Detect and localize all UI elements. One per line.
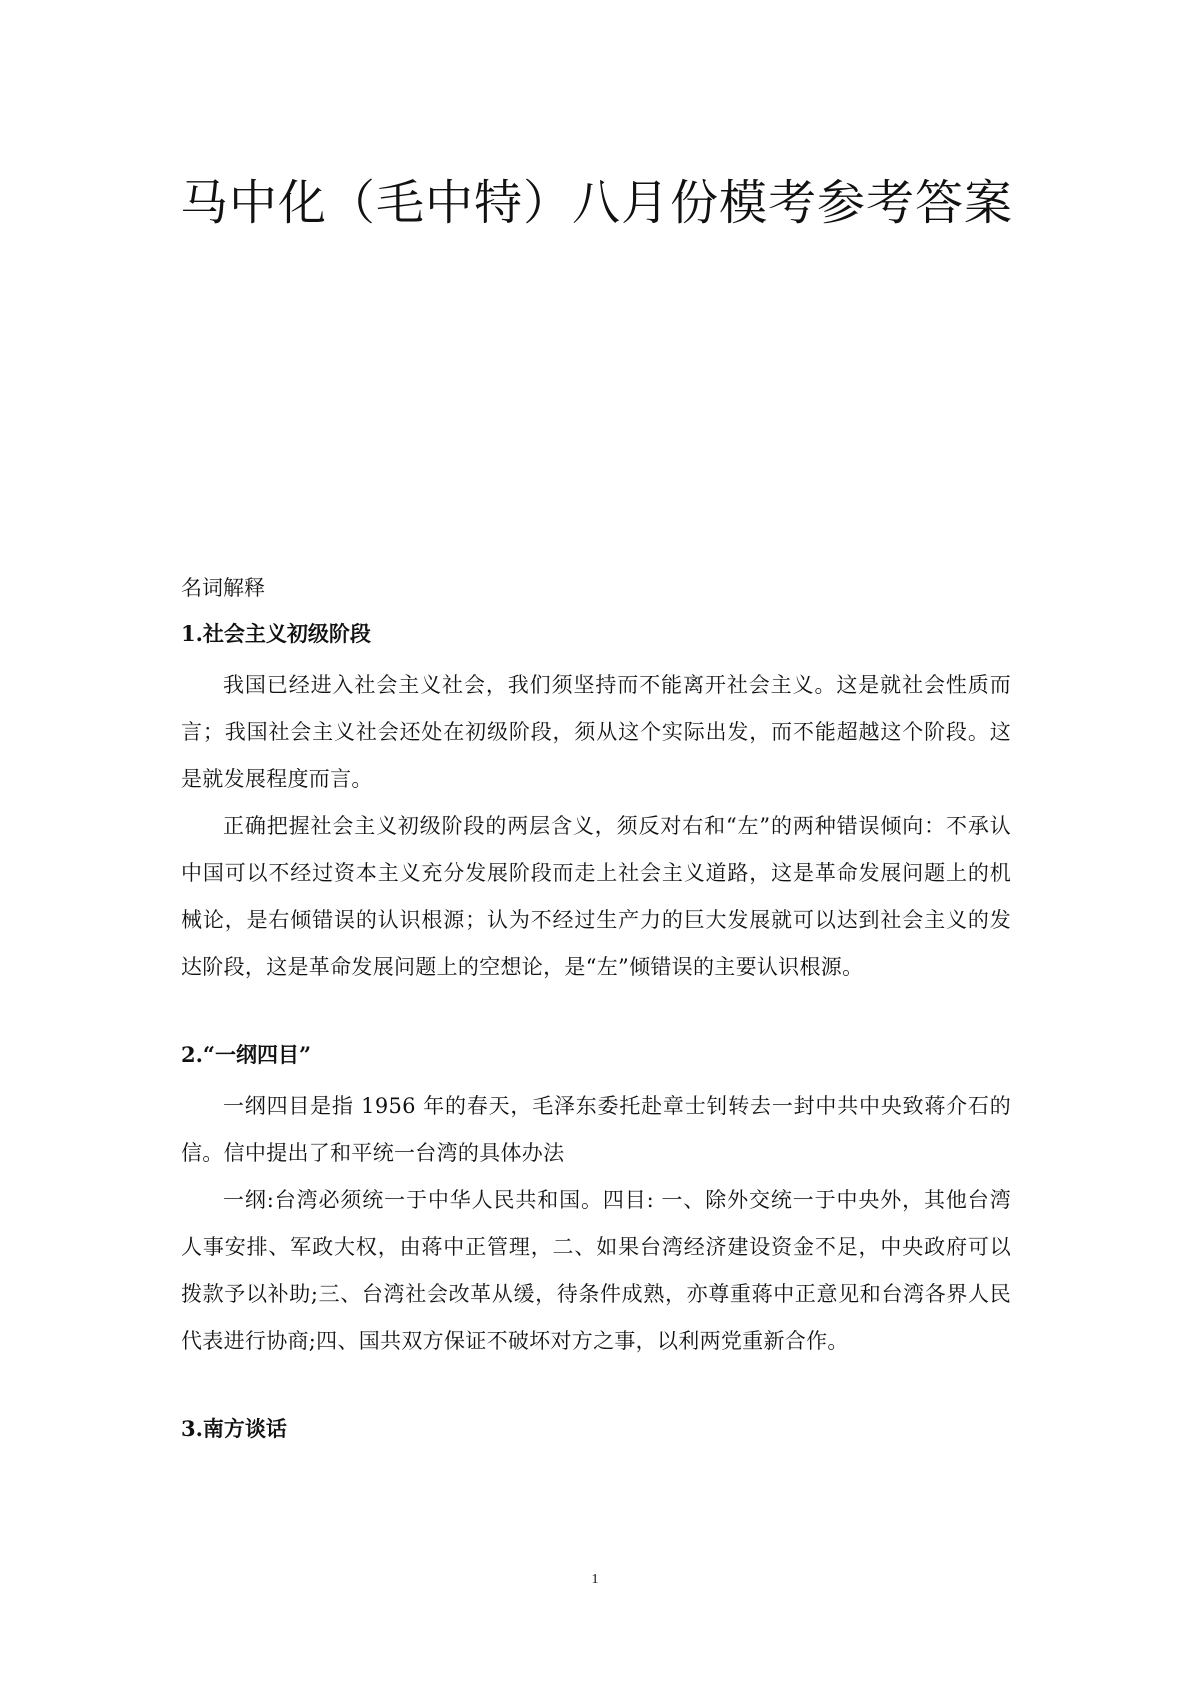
question-2-paragraph-1: 一纲四目是指 1956 年的春天，毛泽东委托赴章士钊转去一封中共中央致蒋介石的信。信中提出了和平统一台湾的具体办法 (181, 1094, 1011, 1165)
document-title: 马中化（毛中特）八月份模考参考答案 (180, 175, 1014, 231)
spacer (181, 1365, 1011, 1411)
question-1-paragraph-1: 我国已经进入社会主义社会，我们须坚持而不能离开社会主义。这是就社会性质而言；我国社会主义社会还处在初级阶段，须从这个实际出发，而不能超越这个阶段。这是就发展程度而言。 (181, 673, 1011, 791)
document-body (181, 570, 1011, 1447)
page-number: 1 (591, 1572, 599, 1587)
question-1-heading: 1.社会主义初级阶段 (181, 621, 371, 646)
section-label: 名词解释 (181, 576, 265, 600)
spacer (181, 652, 1011, 662)
spacer (181, 1073, 1011, 1083)
question-1-paragraph-2: 正确把握社会主义初级阶段的两层含义，须反对右和“左”的两种错误倾向：不承认中国可以不经过资本主义充分发展阶段而走上社会主义道路，这是革命发展问题上的机械论，是右倾错误的认识根源；认为不经过生产力的巨大发展就可以达到社会主义的发达阶段，这是革命发展问题上的空想论，是“左”倾错误的主要认识根源。 (181, 814, 1011, 979)
question-2-heading: 2.“一纲四目” (181, 1042, 312, 1067)
spacer (181, 606, 1011, 616)
question-3-heading: 3.南方谈话 (181, 1416, 287, 1441)
question-2-paragraph-2: 一纲:台湾必须统一于中华人民共和国。四目: 一、除外交统一于中央外，其他台湾人事安排、军政大权，由蒋中正管理，二、如果台湾经济建设资金不足，中央政府可以拨款予以补助;三、台湾社会改革从缓，待条件成熟，亦尊重蒋中正意见和台湾各界人民代表进行协商;四、国共双方保证不破坏对方之事，以利两党重新合作。 (181, 1188, 1011, 1353)
spacer (181, 991, 1011, 1037)
